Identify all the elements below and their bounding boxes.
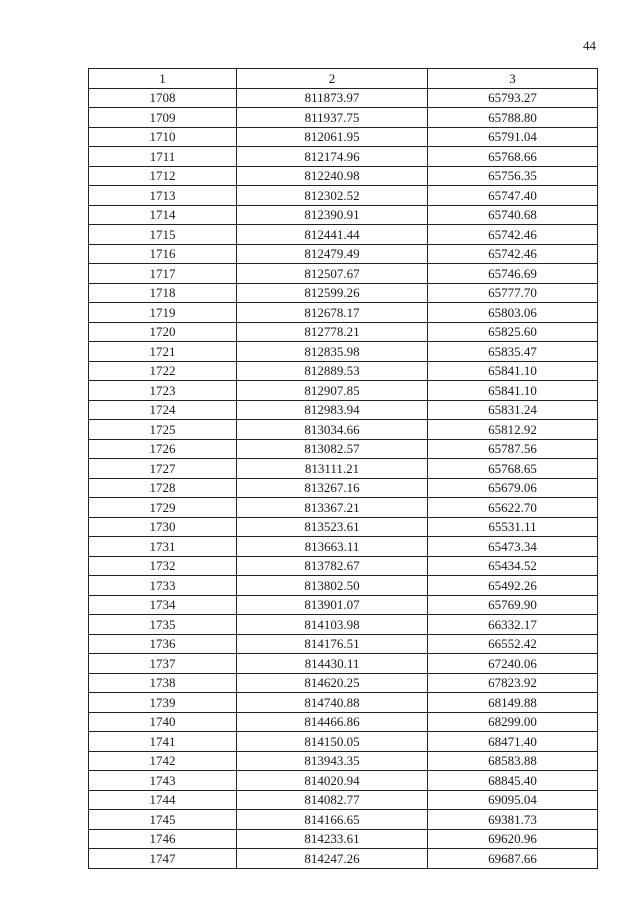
table-cell-col-3: 65747.40 [428,186,598,206]
table-row [89,849,598,869]
table-cell-col-2: 814233.61 [237,829,428,849]
table-cell-col-2: 813082.57 [237,439,428,459]
table-row [89,459,598,479]
table-cell-col-2: 811937.75 [237,108,428,128]
table-cell-col-1: 1727 [89,459,237,479]
table-cell-col-3: 67240.06 [428,654,598,674]
table-cell-col-1: 1716 [89,244,237,264]
table-cell-col-2: 811873.97 [237,88,428,108]
table-cell-col-2: 814620.25 [237,673,428,693]
table-cell-col-1: 1726 [89,439,237,459]
table-cell-col-3: 65768.66 [428,147,598,167]
table-cell-col-1: 1718 [89,283,237,303]
table-cell-col-1: 1717 [89,264,237,284]
table-cell-col-3: 66332.17 [428,615,598,635]
table-cell-col-2: 812507.67 [237,264,428,284]
table-cell-col-3: 65803.06 [428,303,598,323]
table-cell-col-1: 1725 [89,420,237,440]
table-cell-col-1: 1724 [89,400,237,420]
column-header-2: 2 [237,69,428,89]
table-cell-col-1: 1728 [89,478,237,498]
table-cell-col-3: 65787.56 [428,439,598,459]
table-row [89,264,598,284]
table-cell-col-1: 1744 [89,790,237,810]
table-cell-col-1: 1739 [89,693,237,713]
table-row [89,342,598,362]
table-cell-col-3: 68583.88 [428,751,598,771]
table-cell-col-3: 65793.27 [428,88,598,108]
table-cell-col-3: 68149.88 [428,693,598,713]
table-cell-col-3: 69095.04 [428,790,598,810]
table-cell-col-2: 814176.51 [237,634,428,654]
table-cell-col-2: 814430.11 [237,654,428,674]
table-cell-col-1: 1737 [89,654,237,674]
table-cell-col-1: 1708 [89,88,237,108]
table-cell-col-1: 1735 [89,615,237,635]
table-cell-col-2: 812778.21 [237,322,428,342]
table-cell-col-1: 1742 [89,751,237,771]
table-body [89,88,598,868]
table-cell-col-1: 1745 [89,810,237,830]
table-cell-col-1: 1731 [89,537,237,557]
table-cell-col-3: 69381.73 [428,810,598,830]
table-cell-col-3: 69687.66 [428,849,598,869]
table-row [89,244,598,264]
table-cell-col-2: 812174.96 [237,147,428,167]
table-row [89,381,598,401]
table-row [89,498,598,518]
table-row [89,166,598,186]
table-row [89,127,598,147]
table-cell-col-2: 813034.66 [237,420,428,440]
table-cell-col-2: 812061.95 [237,127,428,147]
table-row [89,556,598,576]
table-cell-col-1: 1719 [89,303,237,323]
table-cell-col-1: 1747 [89,849,237,869]
table-cell-col-3: 65740.68 [428,205,598,225]
table-row [89,147,598,167]
column-header-1: 1 [89,69,237,89]
table-cell-col-3: 65531.11 [428,517,598,537]
table-cell-col-1: 1729 [89,498,237,518]
table-cell-col-1: 1714 [89,205,237,225]
table-row [89,790,598,810]
table-cell-col-2: 813802.50 [237,576,428,596]
table-cell-col-2: 812983.94 [237,400,428,420]
table-row [89,186,598,206]
table-cell-col-2: 813943.35 [237,751,428,771]
table-cell-col-2: 812678.17 [237,303,428,323]
table-cell-col-3: 65434.52 [428,556,598,576]
table-cell-col-2: 814082.77 [237,790,428,810]
table-row [89,322,598,342]
table-cell-col-3: 65831.24 [428,400,598,420]
table-row [89,693,598,713]
table-cell-col-2: 812302.52 [237,186,428,206]
table-cell-col-1: 1743 [89,771,237,791]
table-cell-col-1: 1734 [89,595,237,615]
table-row [89,420,598,440]
table-cell-col-1: 1730 [89,517,237,537]
table-cell-col-2: 814103.98 [237,615,428,635]
table-cell-col-2: 812441.44 [237,225,428,245]
table-cell-col-1: 1738 [89,673,237,693]
page-number: 44 [583,38,596,53]
table-cell-col-2: 812907.85 [237,381,428,401]
table-row [89,634,598,654]
table-cell-col-3: 67823.92 [428,673,598,693]
table-row [89,517,598,537]
table-row [89,576,598,596]
table-cell-col-3: 65756.35 [428,166,598,186]
table-cell-col-1: 1715 [89,225,237,245]
table-cell-col-2: 814166.65 [237,810,428,830]
table-cell-col-3: 65679.06 [428,478,598,498]
table-row [89,478,598,498]
table-cell-col-2: 814247.26 [237,849,428,869]
table-cell-col-3: 65492.26 [428,576,598,596]
table-cell-col-2: 813267.16 [237,478,428,498]
table-cell-col-3: 65746.69 [428,264,598,284]
table-row [89,303,598,323]
table-header-row [89,69,598,89]
table-cell-col-2: 814466.86 [237,712,428,732]
table-cell-col-3: 68845.40 [428,771,598,791]
table-cell-col-1: 1711 [89,147,237,167]
table-cell-col-3: 65835.47 [428,342,598,362]
table-row [89,439,598,459]
table-cell-col-3: 65742.46 [428,225,598,245]
table-cell-col-2: 813367.21 [237,498,428,518]
table-cell-col-1: 1733 [89,576,237,596]
table-row [89,751,598,771]
table-cell-col-3: 65788.80 [428,108,598,128]
table-cell-col-1: 1721 [89,342,237,362]
table-cell-col-2: 812835.98 [237,342,428,362]
table-row [89,537,598,557]
table-cell-col-3: 65473.34 [428,537,598,557]
table-cell-col-3: 68471.40 [428,732,598,752]
table-row [89,88,598,108]
table-cell-col-1: 1709 [89,108,237,128]
table-cell-col-3: 65768.65 [428,459,598,479]
table-cell-col-1: 1736 [89,634,237,654]
table-cell-col-2: 812599.26 [237,283,428,303]
table-cell-col-1: 1723 [89,381,237,401]
table-cell-col-2: 813523.61 [237,517,428,537]
table-cell-col-3: 65825.60 [428,322,598,342]
table-cell-col-2: 813901.07 [237,595,428,615]
table-row [89,108,598,128]
column-header-3: 3 [428,69,598,89]
table-row [89,654,598,674]
table-row [89,361,598,381]
table-cell-col-2: 812240.98 [237,166,428,186]
table-cell-col-3: 65841.10 [428,361,598,381]
table-cell-col-3: 68299.00 [428,712,598,732]
table-row [89,595,598,615]
table-cell-col-3: 66552.42 [428,634,598,654]
table-cell-col-2: 812889.53 [237,361,428,381]
table-cell-col-3: 69620.96 [428,829,598,849]
table-cell-col-2: 813782.67 [237,556,428,576]
table-cell-col-1: 1741 [89,732,237,752]
coordinates-table [88,68,598,869]
table-cell-col-1: 1740 [89,712,237,732]
table-row [89,615,598,635]
table-row [89,829,598,849]
table-cell-col-3: 65769.90 [428,595,598,615]
table-cell-col-3: 65812.92 [428,420,598,440]
table-row [89,205,598,225]
table-cell-col-1: 1732 [89,556,237,576]
table-row [89,712,598,732]
table-cell-col-2: 813111.21 [237,459,428,479]
table-cell-col-2: 813663.11 [237,537,428,557]
table-row [89,771,598,791]
table-cell-col-2: 814740.88 [237,693,428,713]
table-cell-col-2: 812479.49 [237,244,428,264]
table-cell-col-1: 1746 [89,829,237,849]
table-cell-col-3: 65622.70 [428,498,598,518]
table-cell-col-3: 65742.46 [428,244,598,264]
table-cell-col-1: 1720 [89,322,237,342]
table-cell-col-1: 1722 [89,361,237,381]
table-row [89,400,598,420]
table-cell-col-1: 1710 [89,127,237,147]
table-cell-col-2: 814020.94 [237,771,428,791]
table-row [89,225,598,245]
table-row [89,732,598,752]
table-cell-col-2: 812390.91 [237,205,428,225]
table-cell-col-3: 65777.70 [428,283,598,303]
table-cell-col-1: 1712 [89,166,237,186]
table-cell-col-3: 65841.10 [428,381,598,401]
table-cell-col-2: 814150.05 [237,732,428,752]
table-row [89,673,598,693]
table-cell-col-1: 1713 [89,186,237,206]
table-row [89,810,598,830]
table-cell-col-3: 65791.04 [428,127,598,147]
table-row [89,283,598,303]
